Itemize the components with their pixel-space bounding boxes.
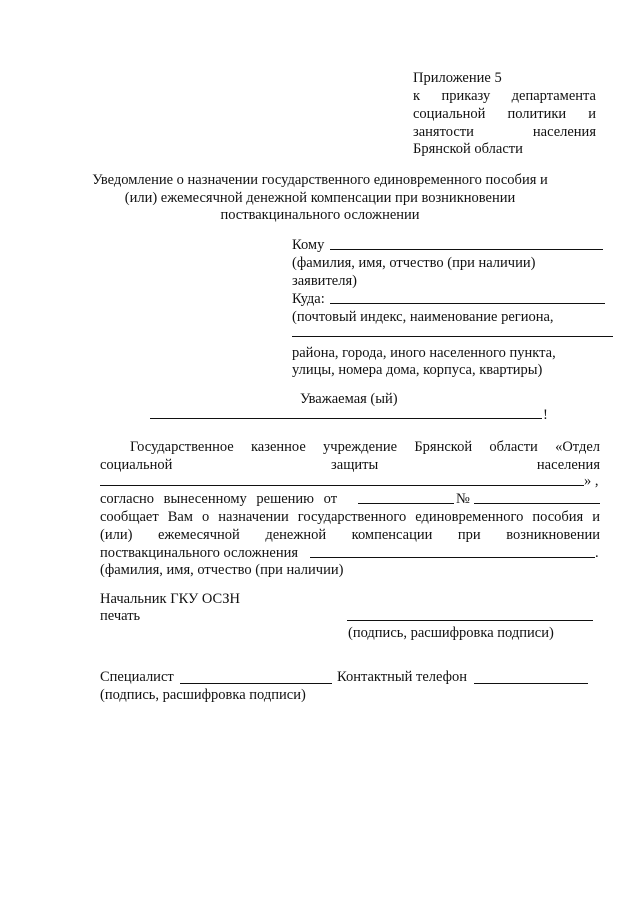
body-line-7-start: поствакцинального осложнения [100,545,299,561]
stamp-label: печать [100,608,141,624]
body-line-1: Государственное казенное учреждение Брянской области «Отдел [130,439,600,455]
head-signature-hint: (подпись, расшифровка подписи) [348,625,554,641]
organization-name-line[interactable] [100,485,584,486]
appendix-line-5: Брянской области [413,141,523,157]
greeting-label: Уважаемая (ый) [300,391,398,407]
decision-number-label: № [456,491,470,507]
greeting-name-line[interactable] [150,418,542,419]
appendix-line-3: социальной политики и [413,106,596,122]
document-title-line-2: (или) ежемесячной денежной компенсации при возникновении [124,190,516,206]
specialist-signature-hint: (подпись, расшифровка подписи) [100,687,306,703]
document-title-line-3: поствакцинального осложнении [220,207,420,223]
phone-field-line[interactable] [474,683,588,684]
to-hint-1: (фамилия, имя, отчество (при наличии) [292,255,536,271]
where-field-line[interactable] [330,303,605,304]
body-line-4-start: согласно вынесенному решению от [100,491,338,507]
body-line-6: (или) ежемесячной денежной компенсации при возникновении [100,527,600,543]
where-label: Куда: [292,291,325,307]
appendix-line-4: занятости населения [413,124,596,140]
appendix-line-2: к приказу департамента [413,88,596,104]
where-hint-1: (почтовый индекс, наименование региона, [292,309,554,325]
document-title-line-1: Уведомление о назначении государственного единовременного пособия и [92,172,548,188]
body-line-5: сообщает Вам о назначении государственного единовременного пособия и [100,509,600,525]
where-field-line-2[interactable] [292,336,613,337]
recipient-name-line[interactable] [310,557,595,558]
body-line-7-end: . [595,545,599,561]
decision-date-line[interactable] [358,503,454,504]
decision-number-line[interactable] [474,503,600,504]
greeting-end-mark: ! [543,407,548,423]
to-hint-2: заявителя) [292,273,357,289]
head-label: Начальник ГКУ ОСЗН [100,591,240,607]
appendix-line-1: Приложение 5 [413,70,502,86]
to-field-line[interactable] [330,249,603,250]
body-line-8: (фамилия, имя, отчество (при наличии) [100,562,344,578]
where-hint-3: улицы, номера дома, корпуса, квартиры) [292,362,543,378]
phone-label: Контактный телефон [337,669,468,685]
head-signature-line[interactable] [347,620,593,621]
body-line-3-end: » , [584,473,599,489]
body-line-2: социальной защиты населения [100,457,600,473]
specialist-signature-line[interactable] [180,683,332,684]
specialist-label: Специалист [100,669,174,685]
to-label: Кому [292,237,325,253]
where-hint-2: района, города, иного населенного пункта, [292,345,556,361]
